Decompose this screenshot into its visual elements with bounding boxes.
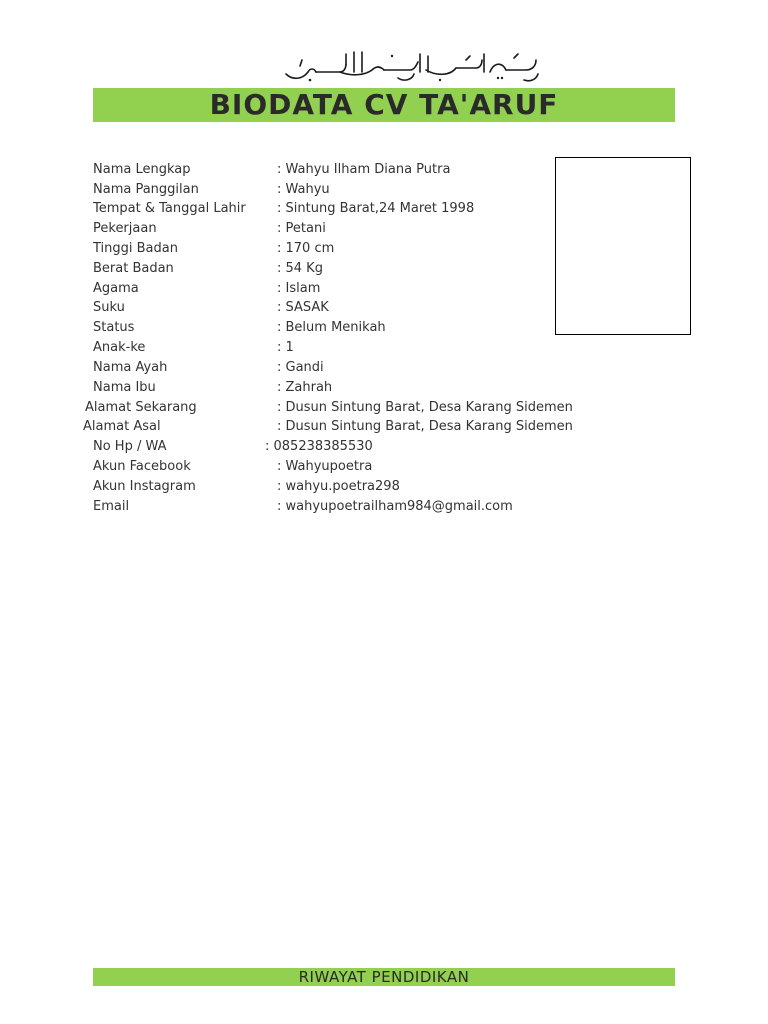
field-value: : Sintung Barat,24 Maret 1998: [277, 201, 475, 216]
field-row-no-hp: [0, 437, 600, 457]
field-value: : wahyu.poetra298: [277, 479, 400, 494]
section-title: RIWAYAT PENDIDIKAN: [298, 967, 470, 986]
field-label: Nama Ayah: [93, 360, 168, 375]
field-row-tempat-tanggal-lahir: [0, 199, 600, 219]
field-label: Akun Facebook: [93, 459, 191, 474]
field-label: Email: [93, 499, 130, 514]
field-row-alamat-sekarang: [0, 398, 600, 418]
field-row-alamat-asal: [0, 417, 600, 437]
field-label: Pekerjaan: [93, 221, 157, 236]
field-row-status: [0, 318, 600, 338]
field-label: Berat Badan: [93, 261, 174, 276]
field-row-tinggi-badan: [0, 239, 600, 259]
field-label: Tempat & Tanggal Lahir: [93, 201, 246, 216]
field-value: : Gandi: [277, 360, 324, 375]
title-banner: [93, 88, 675, 122]
field-row-akun-instagram: [0, 477, 600, 497]
field-value: : Belum Menikah: [277, 320, 386, 335]
field-value: : wahyupoetrailham984@gmail.com: [277, 499, 513, 514]
field-value: : SASAK: [277, 300, 329, 315]
field-value: : 085238385530: [265, 439, 373, 454]
field-row-suku: [0, 298, 600, 318]
field-row-email: [0, 497, 600, 517]
field-row-nama-panggilan: [0, 180, 600, 200]
field-value: : 1: [277, 340, 294, 355]
page-title: BIODATA CV TA'ARUF: [209, 88, 559, 121]
field-value: : Wahyupoetra: [277, 459, 373, 474]
field-label: Akun Instagram: [93, 479, 196, 494]
field-row-berat-badan: [0, 259, 600, 279]
field-row-akun-facebook: [0, 457, 600, 477]
field-label: Suku: [93, 300, 125, 315]
field-label: Alamat Asal: [83, 419, 161, 434]
field-label: Nama Lengkap: [93, 162, 191, 177]
field-value: : 170 cm: [277, 241, 335, 256]
field-label: Nama Panggilan: [93, 182, 199, 197]
field-row-pekerjaan: [0, 219, 600, 239]
field-label: Anak-ke: [93, 340, 146, 355]
field-value: : 54 Kg: [277, 261, 323, 276]
field-value: : Dusun Sintung Barat, Desa Karang Sidemen: [277, 419, 573, 434]
section-header-riwayat-pendidikan: [93, 968, 675, 986]
field-row-anak-ke: [0, 338, 600, 358]
field-value: : Zahrah: [277, 380, 333, 395]
field-label: Nama Ibu: [93, 380, 156, 395]
field-row-nama-lengkap: [0, 160, 600, 180]
field-label: Alamat Sekarang: [85, 400, 197, 415]
field-label: No Hp / WA: [93, 439, 167, 454]
field-value: : Wahyu Ilham Diana Putra: [277, 162, 451, 177]
basmala-calligraphy-icon: [280, 50, 544, 84]
field-label: Status: [93, 320, 135, 335]
field-value: : Petani: [277, 221, 326, 236]
field-value: : Islam: [277, 281, 321, 296]
field-value: : Dusun Sintung Barat, Desa Karang Sidemen: [277, 400, 573, 415]
field-row-agama: [0, 279, 600, 299]
field-value: : Wahyu: [277, 182, 330, 197]
field-label: Agama: [93, 281, 139, 296]
field-label: Tinggi Badan: [93, 241, 178, 256]
field-row-nama-ibu: [0, 378, 600, 398]
field-row-nama-ayah: [0, 358, 600, 378]
